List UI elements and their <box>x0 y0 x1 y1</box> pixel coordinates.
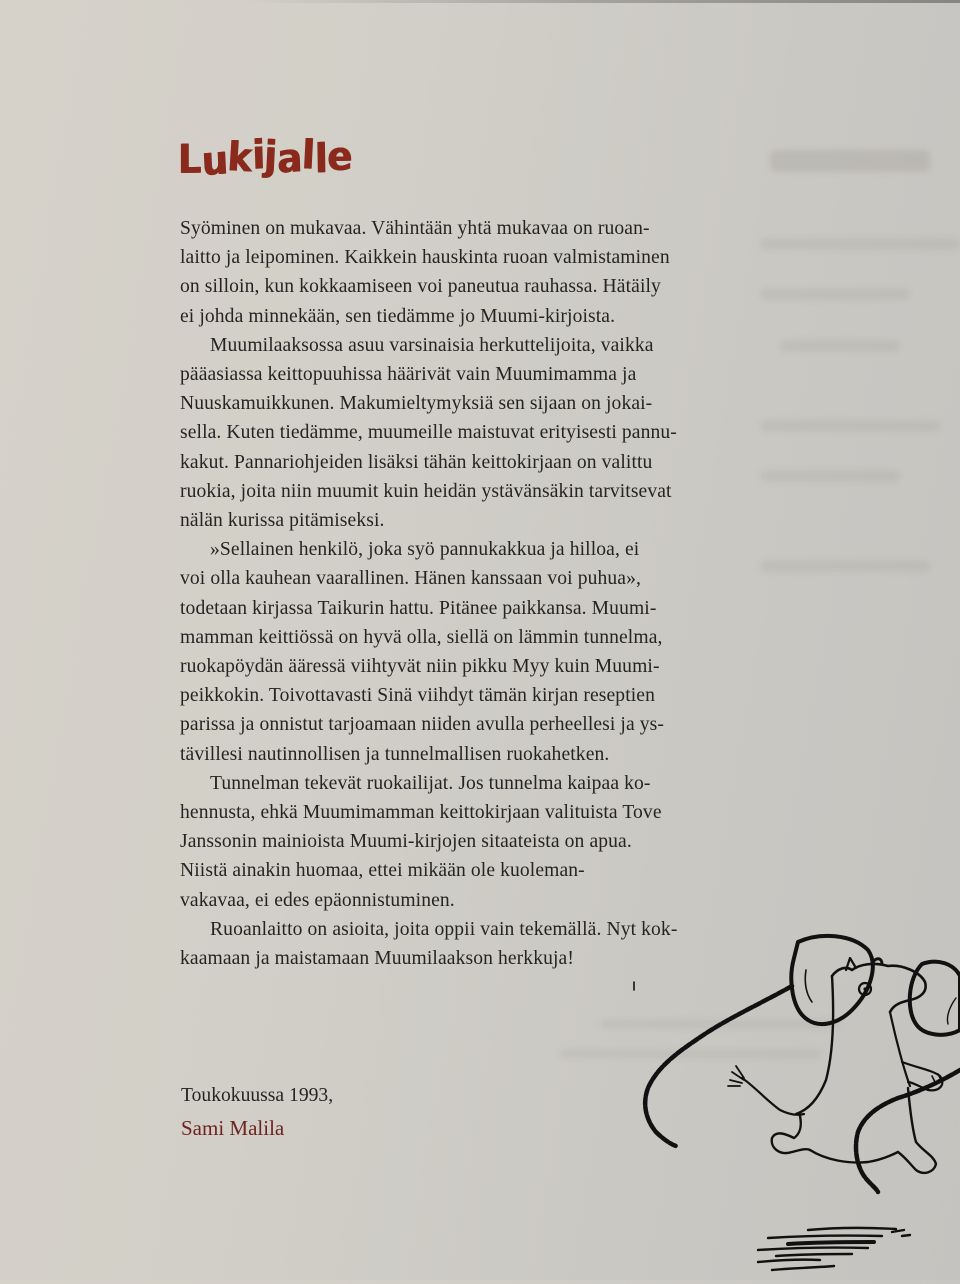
show-through-text <box>760 470 900 482</box>
page-top-edge <box>240 0 960 3</box>
paragraph-1 <box>180 214 760 331</box>
moomin-illustration <box>620 920 960 1280</box>
show-through-text <box>780 340 900 352</box>
text-line: hennusta, ehkä Muumimamman keittokirjaan valituista Tove <box>180 802 662 824</box>
text-line: vakavaa, ei edes epäonnistuminen. <box>180 889 455 911</box>
show-through-text <box>760 560 930 572</box>
text-line: tävillesi nautinnollisen ja tunnelmallisen ruokahetken. <box>180 743 610 765</box>
paragraph-2 <box>180 331 760 535</box>
body-text <box>180 214 760 973</box>
title-letter: j <box>263 133 279 180</box>
title-letter: l <box>314 136 328 183</box>
page-title <box>178 130 713 186</box>
preface-text-block <box>178 132 760 973</box>
title-letter: l <box>301 132 316 179</box>
text-line: mamman keittiössä on hyvä olla, siellä on lämmin tunnelma, <box>180 626 663 648</box>
text-line: nälän kurissa pitämiseksi. <box>180 510 385 532</box>
signature-author: Sami Malila <box>181 1116 285 1140</box>
text-line: laitto ja leipominen. Kaikkein hauskinta ruoan valmistaminen <box>180 247 670 269</box>
title-letter: L <box>178 136 202 183</box>
text-line: todetaan kirjassa Taikurin hattu. Pitänee paikkansa. Muumi- <box>180 597 657 619</box>
paragraph-3 <box>180 535 760 769</box>
show-through-text <box>760 420 940 432</box>
text-line: Tunnelman tekevät ruokailijat. Jos tunnelma kaipaa ko- <box>210 772 651 794</box>
signature-block <box>181 1079 333 1145</box>
text-line: peikkokin. Toivottavasti Sinä viihdyt tämän kirjan reseptien <box>180 685 655 707</box>
text-line: Syöminen on mukavaa. Vähintään yhtä mukavaa on ruoan- <box>180 218 650 239</box>
text-line: Nuuskamuikkunen. Makumieltymyksiä sen sijaan on jokai- <box>180 393 653 415</box>
title-letter: k <box>226 134 254 182</box>
text-line: on silloin, kun kokkaamiseen voi paneutua rauhassa. Hätäily <box>180 276 661 298</box>
show-through-text <box>770 150 930 172</box>
show-through-text <box>760 238 960 250</box>
title-letter: u <box>200 137 229 186</box>
title-letter: a <box>276 135 303 183</box>
text-line: ei johda minnekään, sen tiedämme jo Muumi-kirjoista. <box>180 305 616 327</box>
text-line: Ruoanlaitto on asioita, joita oppii vain tekemällä. Nyt kok- <box>210 918 678 940</box>
text-line: »Sellainen henkilö, joka syö pannukakkua ja hilloa, ei <box>210 539 640 561</box>
title-letter: i <box>251 132 266 179</box>
text-line: sella. Kuten tiedämme, muumeille maistuvat erityisesti pannu- <box>180 422 677 444</box>
text-line: Janssonin mainioista Muumi-kirjojen sitaateista on apua. <box>180 831 632 853</box>
text-line: kakut. Pannariohjeiden lisäksi tähän keittokirjaan on valittu <box>180 451 653 473</box>
ground-shadow <box>758 1228 910 1270</box>
text-line: kaamaan ja maistamaan Muumilaakson herkkuja! <box>180 948 574 970</box>
show-through-text <box>760 288 910 300</box>
title-letter: e <box>327 133 353 181</box>
text-line: parissa ja onnistut tarjoamaan niiden avulla perheellesi ja ys- <box>180 714 665 736</box>
text-line: Muumilaaksossa asuu varsinaisia herkuttelijoita, vaikka <box>210 334 654 356</box>
tail-left <box>645 986 792 1146</box>
text-line: ruokia, joita niin muumit kuin heidän ystävänsäkin tarvitsevat <box>180 480 672 502</box>
text-line: Niistä ainakin huomaa, ettei mikään ole kuoleman- <box>180 860 585 882</box>
signature-date: Toukokuussa 1993, <box>181 1085 334 1106</box>
text-line: voi olla kauhean vaarallinen. Hänen kanssaan voi puhua», <box>180 568 642 590</box>
text-line: ruokapöydän ääressä viihtyvät niin pikku Myy kuin Muumi- <box>180 656 660 678</box>
paragraph-4 <box>180 769 760 915</box>
text-line: pääasiassa keittopuuhissa häärivät vain Muumimamma ja <box>180 364 637 386</box>
